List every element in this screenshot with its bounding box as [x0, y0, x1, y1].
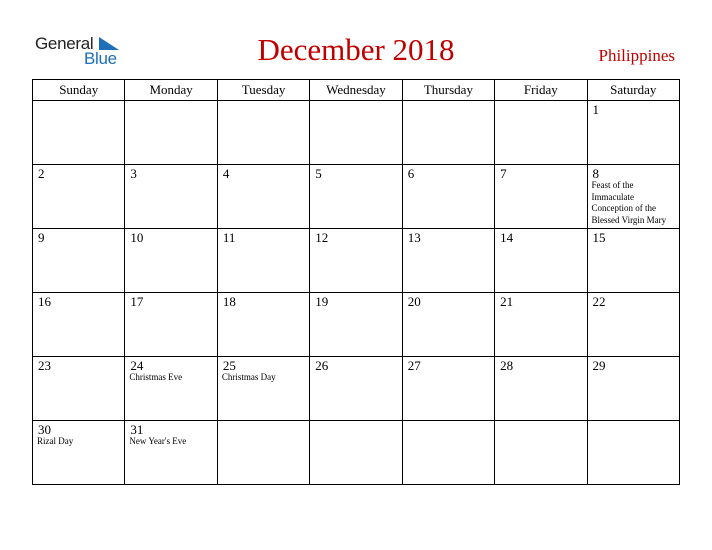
day-number: 21 [500, 294, 514, 309]
country-name: Philippines [598, 46, 675, 65]
day-number: 28 [500, 358, 514, 373]
holiday-label: Rizal Day [37, 436, 74, 446]
day-number: 22 [592, 294, 606, 309]
calendar-body [33, 101, 680, 485]
day-number: 27 [407, 358, 421, 373]
weekday-header: Friday [495, 80, 587, 101]
day-cell [402, 165, 494, 229]
day-cell [125, 293, 217, 357]
day-cell [310, 357, 402, 421]
calendar-grid [32, 79, 680, 485]
day-cell [495, 101, 587, 165]
day-number: 14 [500, 230, 514, 245]
day-cell [217, 165, 309, 229]
week-row [33, 101, 680, 165]
day-number: 25 [222, 358, 236, 373]
day-cell [587, 229, 679, 293]
day-cell [125, 421, 217, 485]
day-number: 31 [130, 422, 144, 437]
day-cell [33, 421, 125, 485]
day-cell [310, 293, 402, 357]
day-cell [402, 293, 494, 357]
day-number: 20 [407, 294, 421, 309]
day-number: 18 [222, 294, 236, 309]
day-cell [310, 165, 402, 229]
weekday-header: Saturday [587, 80, 679, 101]
week-row [33, 293, 680, 357]
day-cell [125, 357, 217, 421]
day-number: 7 [500, 166, 507, 181]
day-number: 29 [592, 358, 606, 373]
week-row [33, 357, 680, 421]
day-cell [217, 421, 309, 485]
day-number: 4 [222, 166, 230, 181]
day-cell [33, 229, 125, 293]
day-number: 16 [38, 294, 51, 309]
day-cell [587, 357, 679, 421]
day-cell [495, 293, 587, 357]
week-row [33, 165, 680, 229]
day-cell [495, 229, 587, 293]
day-cell [33, 165, 125, 229]
weekday-header: Sunday [33, 80, 125, 101]
weekday-header: Monday [125, 80, 217, 101]
day-number: 19 [315, 294, 329, 309]
weekday-header: Wednesday [310, 80, 402, 101]
holiday-label: Feast of the Immaculate Conception of the Blessed Virgin Mary [591, 180, 667, 225]
day-cell [402, 421, 494, 485]
day-cell [33, 293, 125, 357]
logo-text-general: General [35, 34, 94, 53]
day-number: 17 [130, 294, 144, 309]
day-number: 11 [222, 230, 236, 245]
holiday-label: New Year's Eve [129, 436, 187, 446]
day-number: 1 [592, 102, 600, 117]
day-cell [587, 421, 679, 485]
day-number: 2 [38, 166, 45, 181]
day-cell [495, 421, 587, 485]
day-cell [217, 101, 309, 165]
day-number: 9 [38, 230, 45, 245]
day-number: 8 [592, 166, 600, 181]
day-cell [587, 293, 679, 357]
day-number: 26 [315, 358, 329, 373]
weekday-header: Thursday [402, 80, 494, 101]
day-number: 30 [38, 422, 51, 437]
day-cell [33, 101, 125, 165]
day-cell [217, 229, 309, 293]
day-number: 6 [407, 166, 415, 181]
weekday-header: Tuesday [217, 80, 309, 101]
day-number: 15 [592, 230, 606, 245]
day-cell [125, 229, 217, 293]
day-cell [310, 229, 402, 293]
day-number: 5 [315, 166, 322, 181]
day-number: 23 [38, 358, 51, 373]
day-cell [587, 101, 679, 165]
day-number: 3 [130, 166, 137, 181]
day-cell [495, 357, 587, 421]
day-number: 24 [130, 358, 144, 373]
day-cell [402, 101, 494, 165]
day-cell [495, 165, 587, 229]
weekday-header-row [33, 80, 680, 101]
day-cell [587, 165, 679, 229]
day-cell [310, 101, 402, 165]
holiday-label: Christmas Eve [129, 372, 183, 382]
day-cell [310, 421, 402, 485]
week-row [33, 229, 680, 293]
day-cell [217, 293, 309, 357]
day-cell [402, 229, 494, 293]
calendar-title: December 2018 [257, 32, 455, 67]
day-cell [33, 357, 125, 421]
day-number: 12 [315, 230, 329, 245]
day-number: 10 [130, 230, 144, 245]
day-cell [402, 357, 494, 421]
day-cell [125, 165, 217, 229]
logo-text-blue: Blue [84, 49, 117, 68]
week-row [33, 421, 680, 485]
holiday-label: Christmas Day [221, 372, 276, 382]
day-cell [217, 357, 309, 421]
day-cell [125, 101, 217, 165]
day-number: 13 [407, 230, 421, 245]
